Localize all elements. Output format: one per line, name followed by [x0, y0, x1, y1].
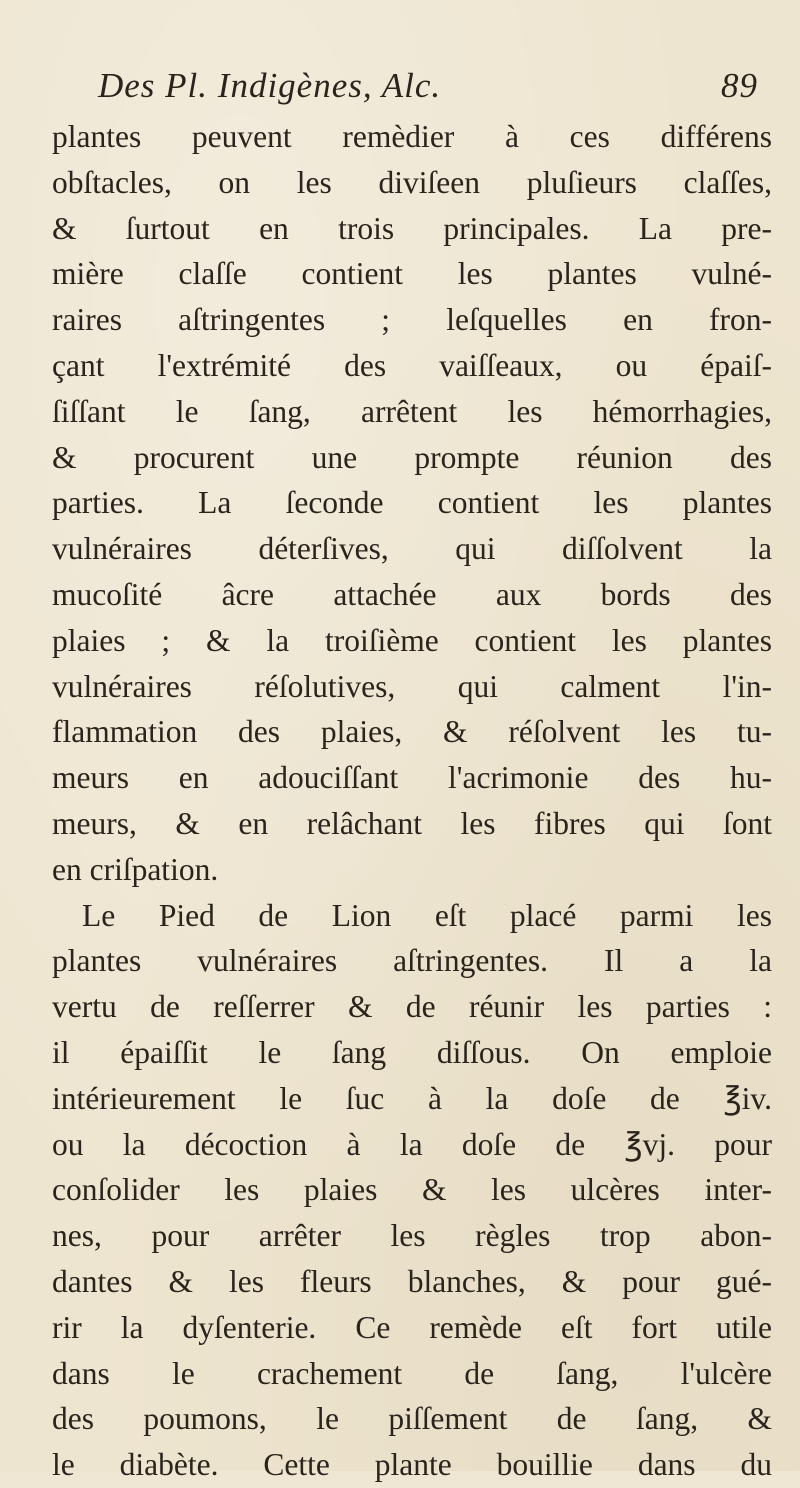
- running-title: Des Pl. Indigènes, Alc.: [98, 66, 442, 105]
- text-line: mière claſſe contient les plantes vulné-: [52, 256, 772, 292]
- text-line: rir la dyſenterie. Ce remède eſt fort utile: [52, 1309, 772, 1345]
- text-line: dantes & les fleurs blanches, & pour gué-: [52, 1263, 772, 1299]
- text-line: conſolider les plaies & les ulcères inter-: [52, 1172, 772, 1208]
- text-line: plantes peuvent remèdier à ces différens: [52, 119, 772, 154]
- text-line: meurs, & en relâchant les fibres qui ſont: [52, 805, 772, 841]
- text-line: vulnéraires déterſives, qui diſſolvent la: [52, 531, 772, 567]
- text-line: obſtacles, on les diviſeen pluſieurs claſſes,: [52, 164, 772, 200]
- text-line: ſiſſant le ſang, arrêtent les hémorrhagies,: [52, 393, 772, 429]
- text-line: raires aſtringentes ; leſquelles en fron-: [52, 302, 772, 338]
- text-line: vulnéraires réſolutives, qui calment l'in-: [52, 668, 772, 704]
- text-line: plantes vulnéraires aſtringentes. Il a la: [52, 943, 772, 979]
- text-line: vertu de reſſerrer & de réunir les parties :: [52, 989, 772, 1025]
- text-line: & ſurtout en trois principales. La pre-: [52, 210, 772, 246]
- page-header: [98, 66, 758, 114]
- text-line: nes, pour arrêter les règles trop abon-: [52, 1218, 772, 1254]
- text-line: çant l'extrémité des vaiſſeaux, ou épaiſ-: [52, 347, 772, 383]
- text-line: intérieurement le ſuc à la doſe de ℥iv.: [52, 1080, 772, 1116]
- text-line: Le Pied de Lion eſt placé parmi les: [82, 897, 772, 933]
- text-line: le diabète. Cette plante bouillie dans du: [52, 1447, 772, 1483]
- body-text: [52, 114, 772, 1488]
- page-number: 89: [721, 66, 758, 105]
- text-line: plaies ; & la troiſième contient les plantes: [52, 622, 772, 658]
- text-line: des poumons, le piſſement de ſang, &: [52, 1401, 772, 1437]
- text-line: & procurent une prompte réunion des: [52, 439, 772, 475]
- text-line: en criſpation.: [52, 851, 219, 887]
- text-line: dans le crachement de ſang, l'ulcère: [52, 1355, 772, 1391]
- text-line: parties. La ſeconde contient les plantes: [52, 485, 772, 521]
- text-line: il épaiſſit le ſang diſſous. On emploie: [52, 1034, 772, 1070]
- text-line: meurs en adouciſſant l'acrimonie des hu-: [52, 760, 772, 796]
- text-line: mucoſité âcre attachée aux bords des: [52, 576, 772, 612]
- text-line: ou la décoction à la doſe de ℥vj. pour: [52, 1126, 772, 1162]
- text-line: flammation des plaies, & réſolvent les tu-: [52, 714, 772, 750]
